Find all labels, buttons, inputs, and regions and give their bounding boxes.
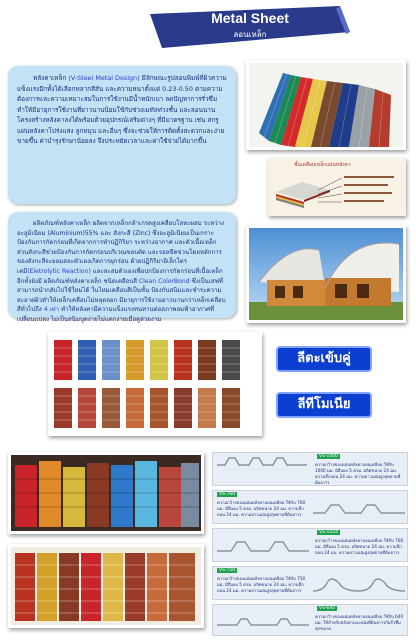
profile-spec-1 [212, 452, 408, 486]
profile-shape-icon [217, 613, 309, 629]
house-illustration [249, 228, 403, 320]
tile-swatches-illustration [52, 336, 258, 432]
coating-layers-diagram [268, 158, 406, 216]
tile-rolls-photo [8, 544, 204, 628]
color-sheets-illustration [249, 63, 403, 147]
profile-text: ความกว้างของแผ่นหลังคาลอนเคลือบ ใช้กับ 750 มม. มีสีแดง 5 ตรม. ผลิตขนาด 24 มม. ความลึกลอน 24 มม. ความยาวแผ่นสูงสุดตามที่ต้องการ [217, 576, 306, 593]
profile-shape-icon [313, 501, 405, 517]
profile-code: VS-1024 [319, 530, 339, 535]
metal-sheet-colors-image [246, 60, 406, 150]
layers-illustration [272, 170, 402, 214]
profile-text: ความกว้างของแผ่นหลังคาลอนเคลือบ ใช้กับ 760 มม. มีสีแดง 5 ตรม. ผลิตขนาด 24 มม. ความลึกลอน 24 มม. ความยาวแผ่นสูงสุดตามที่ต้องการ [315, 538, 404, 555]
banner-subtitle: ลอนเหล็ก [233, 30, 267, 39]
profile-shape-icon [217, 455, 307, 469]
profile-shape-icon [217, 539, 309, 555]
detail-body-4: ทำให้หลังคามีความแข็งแรงทนทานต่อสภาพลมฟ้าอากาศที่เปลี่ยนแปลง ไม่เป็นสนิมบูดง่ายไม่แตกง่ายเมื่อดูสวยงาม [17, 306, 214, 323]
tile-style-label-2: ลีทีโมเนีย [276, 392, 372, 418]
intro-body: มีลักษณะรูปลอนพิมพ์ที่ผิวความแข็งแรงอีกทั้งได้เลือกหลากสีสัน และความหนาตั้งแต่ 0.23-0.50 ตามความต้องการและความเหมาะสมในการใช้งานมีน้ำหนักเบา ลดปัญหาการรั่วซึม ทำให้มีอายุการใช้งานที่ยาวนานนิยมใช้กับช่วงเมทัลท่วงชั้น และลอนนานโครงสร้างหลังคาลงได้พร้อมด้วยอุปกรณ์เสริมต่างๆ ที่มีมาตรฐาน เช่น สกรู แผ่นหลังคาโปร่งแสง ลูกหมุน และอื่นๆ ซึ่งจะช่วยให้การติดตั้งสะดวกและง่ายขายขึ้น ค่าบำรุงรักษาน้อยลง จึงประหยัดเวลาและค่าใช้จ่ายได้มากขึ้น [17, 74, 227, 145]
detail-highlight-1: (Eletrolytic Reaction) [27, 267, 91, 275]
profile-spec-5 [212, 604, 408, 636]
detail-body-2: และสะสมตัวเองเพื่อปกป้องการกัดกร่อนที่เนื้อเหล็กอีกทั้งยังมี ผลิตภัณฑ์หลังคาเหล็ก ชนิดเคลือบสี [17, 267, 223, 285]
layers-diagram-label: ชั้นเคลือบเหล็กแผ่นหลังคา [294, 162, 351, 168]
profile-text: ความกว้างของแผ่นหลังคาลอนเคลือบ ใช้กับ 760 มม. มีสีแดง 5 ตรม. ผลิตขนาด 24 มม. ความลึกลอน 24 มม. ความยาวแผ่นสูงสุดตามที่ต้องการ [217, 500, 306, 517]
profile-text: ความกว้างของแผ่นหลังคาลอนเคลือบ ใช้กับ 640 มม. ใช้สำหรับหลังคาและผนังที่ต้องการกันรั่วซึมทุกขนาด [315, 614, 404, 631]
profile-spec-4 [212, 566, 408, 600]
stacked-sheets-illustration [11, 455, 201, 531]
banner-title: Metal Sheet [211, 10, 289, 26]
profile-spec-2 [212, 490, 408, 524]
profile-text: ความกว้างของแผ่นหลังคาลอนเคลือบ ใช้กับ 1000 มม. มีสีแดง 5 ตรม. ผลิตขนาด 24 มม. ความลึกลอน 24 มม. ความยาวแผ่นสูงสุดตามที่ต้องการ [315, 462, 401, 485]
tile-rolls-illustration [11, 547, 201, 625]
intro-lead: หลังคาเหล็ก [33, 74, 67, 82]
detail-body-3: ซึ่งเป็นเสฟที่สามารถนำกลับไปใช้ใหม่ได้ ในไหมเคลือบสีเป็นชั้น ป้องกันสนิมและชำระความสะอาดผิวทำให้เหล็กเคลือบไม่หลุดลอก มีอายุการใช้งานยาวนานกว่าเหล็กเคลือบสีทั่วไปถึง [17, 277, 226, 314]
detail-highlight-2: Clean ColorBond [138, 277, 190, 285]
profile-spec-3 [212, 528, 408, 562]
profile-code: VS-640 [319, 606, 336, 611]
house-roof-photo [246, 225, 406, 323]
intro-text-box [8, 66, 236, 204]
tile-style-label-1: ลีตะเข้บคู่ [276, 346, 372, 372]
intro-highlight: (V-Steel Metal Design) [68, 74, 140, 82]
profile-code: VS-750 [219, 568, 236, 573]
profile-code: VS-760 [219, 492, 236, 497]
detail-highlight-3: 4 เท่า [43, 306, 60, 314]
roof-tile-swatches [48, 332, 262, 436]
detail-body: ผลิตภัณฑ์หลังคาเหล็ก ผลิตจากเหล็กกล้าเกรดสูงเคลือบโลหะผสม ระหว่าง อะลูมิเนียม (Aluminium)55% และ สังกะสี (Zinc) ซึ่งอะลูมิเนียมเป็นเกราะป้องกันการกัดกร่อนที่เกิดจากการทำปฏิกิริยา ระหว่างอากาศ และตัวเนื้อเหล็กส่วนสังกะสีช่วยป้องกันการกัดกร่อนบริเวณขอบตัด และรอยขีดข่วนโดยหลักการของสังกะสีจะยอมสละตัวเองเกิดการผุกร่อน ด้วยปฏิกิริยาอิเล็กโตรเคมี [17, 220, 225, 275]
detail-text-box [8, 212, 236, 323]
stacked-sheets-photo [8, 452, 204, 534]
profile-code: VS-1000 [319, 454, 339, 459]
profile-shape-icon [313, 575, 405, 595]
